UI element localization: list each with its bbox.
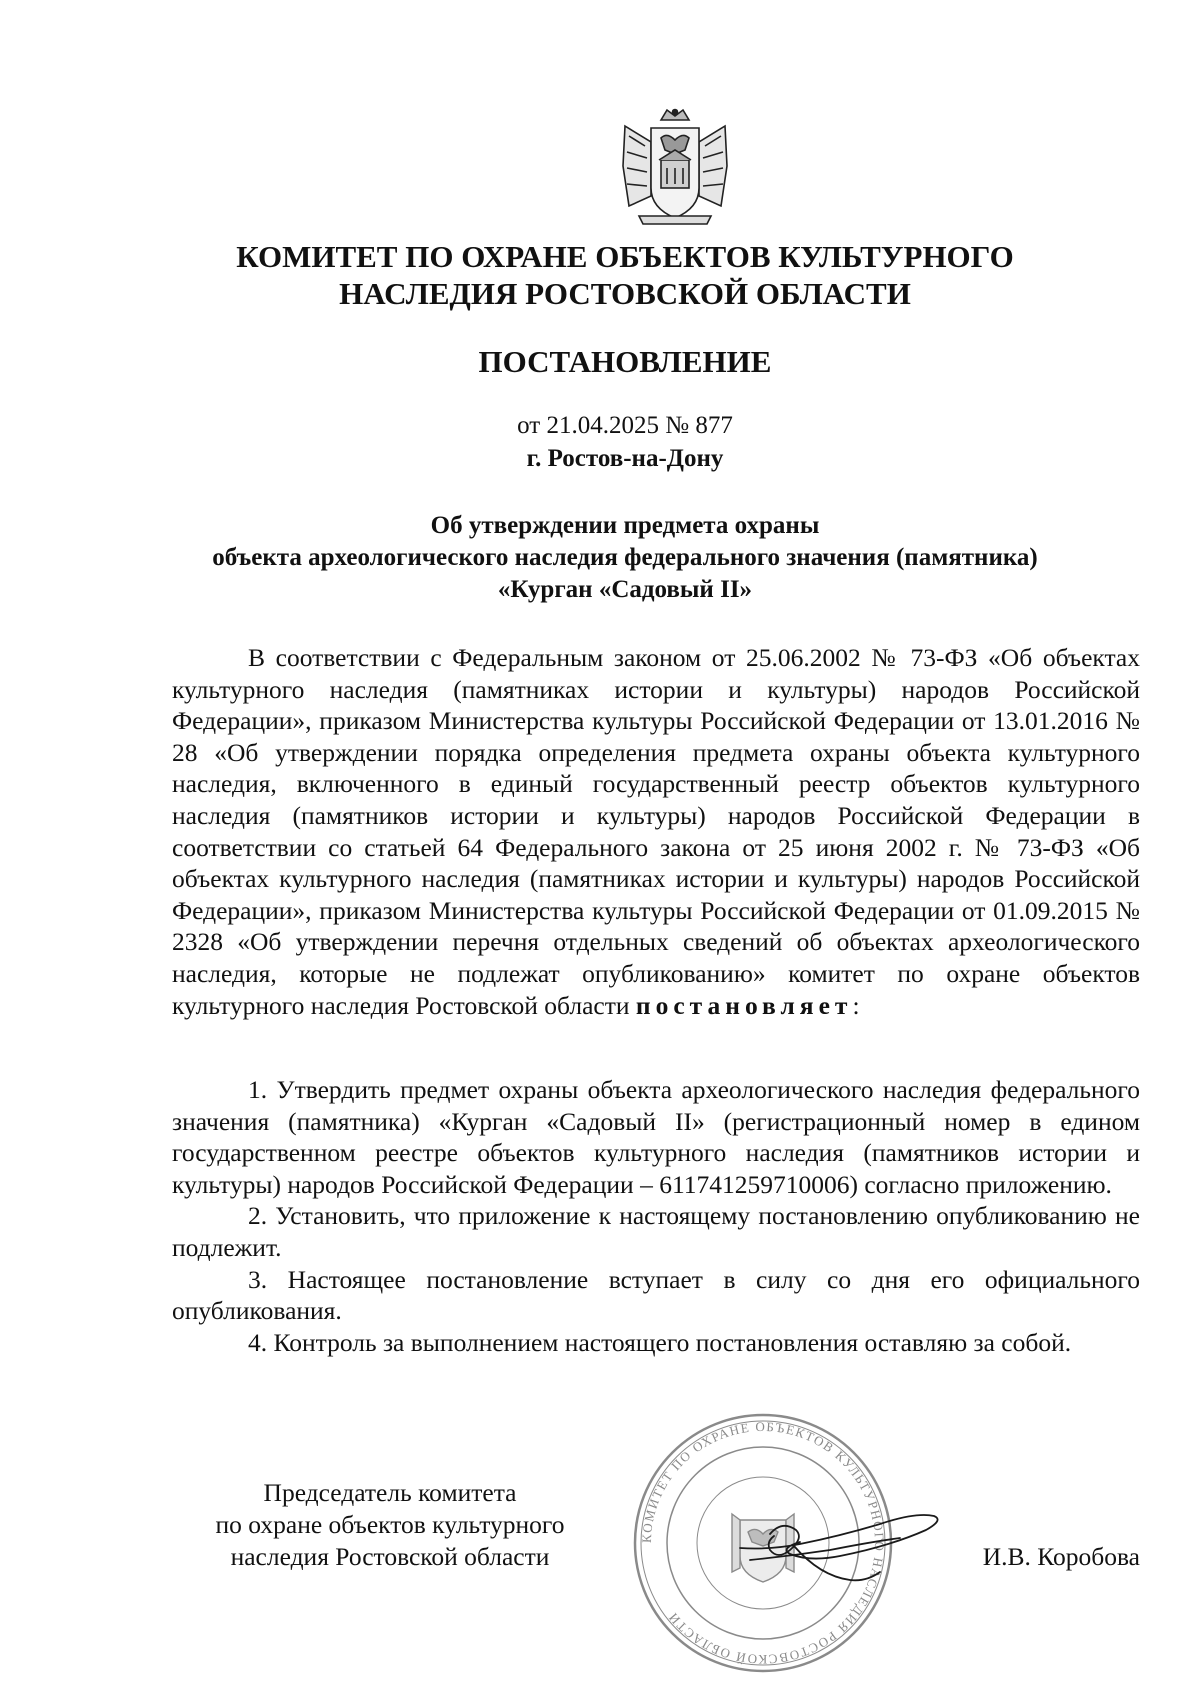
stamp-text: КОМИТЕТ ПО ОХРАНЕ ОБЪЕКТОВ КУЛЬТУРНОГО НАСЛЕДИЯ РОСТОВСКОЙ ОБЛАСТИ [638,1418,888,1668]
decree-item-3: 3. Настоящее постановление вступает в силу со дня его официального опубликования. [172,1264,1140,1326]
decree-item-1: 1. Утвердить предмет охраны объекта археологического наследия федерального значения (памятника) «Курган «Садовый II» (регистрационный номер в едином государственном реестре объектов культурного наследия (памятников истории и культуры) народов Российской Федерации – 611741259710006) согласно приложению. [172,1075,1140,1199]
signatory-name: И.В. Коробова [982,1542,1140,1571]
subject-line-1: Об утверждении предмета охраны [430,512,820,539]
decree-item-4: 4. Контроль за выполнением настоящего постановления оставляю за собой. [248,1327,1072,1357]
committee-line-2: НАСЛЕДИЯ РОСТОВСКОЙ ОБЛАСТИ [339,276,911,311]
signatory-title-line-1: Председатель комитета [263,1478,517,1507]
subject-line-2: объекта археологического наследия федерального значения (памятника) [212,544,1038,571]
decree-item-2: 2. Установить, что приложение к настоящему постановлению опубликованию не подлежит. [172,1201,1140,1262]
document-subject [160,510,1090,606]
preamble-trailing: : [852,990,860,1020]
signatory-title-line-3: наследия Ростовской области [230,1542,550,1571]
committee-name [160,238,1090,312]
preamble-paragraph [172,642,1140,1021]
decree-items [172,1074,1140,1358]
signatory-title-line-2: по охране объектов культурного [215,1510,565,1539]
committee-line-1: КОМИТЕТ ПО ОХРАНЕ ОБЪЕКТОВ КУЛЬТУРНОГО [236,239,1014,274]
decree-word: постановляет [635,990,853,1020]
document-city: г. Ростов-на-Дону [526,445,724,472]
subject-line-3: «Курган «Садовый II» [497,576,753,603]
rostov-oblast-coat-of-arms-icon [615,106,735,230]
handwritten-signature-icon [730,1490,950,1600]
document-type: ПОСТАНОВЛЕНИЕ [478,344,772,379]
signatory-title [180,1477,600,1573]
preamble-text: В соответствии с Федеральным законом от 25.06.2002 № 73-ФЗ «Об объектах культурного наследия (памятниках истории и культуры) народов Российской Федерации», приказом Министерства культуры Российской Федерации от 13.01.2016 № 28 «Об утверждении порядка определения предмета охраны объекта культурного наследия, включенного в единый государственный реестр объектов культурного наследия (памятников истории и культуры) народов Российской Федерации в соответствии со статьей 64 Федерального закона от 25 июня 2002 г. № 73-ФЗ «Об объектах культурного наследия (памятниках истории и культуры) народов Российской Федерации», приказом Министерства культуры Российской Федерации от 01.09.2015 № 2328 «Об утверждении перечня отдельных сведений об объектах археологического наследия, которые не подлежат опубликованию» комитет по охране объектов культурного наследия Ростовской области [172,643,1140,1020]
document-date-number: от 21.04.2025 № 877 [517,412,733,439]
